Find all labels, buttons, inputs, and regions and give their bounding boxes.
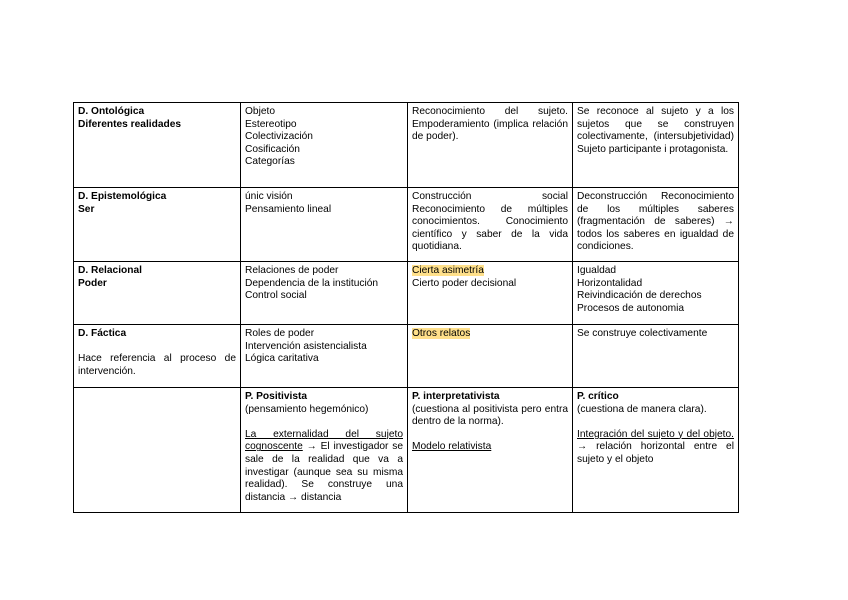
list-item: Objeto bbox=[245, 106, 276, 117]
paradigm-text: → El investigador se sale de la realidad que va a investigar (aunque sea su misma realidad). Se construye una distancia → distancia bbox=[245, 441, 403, 503]
cell-empty bbox=[74, 388, 241, 513]
cell-critico: Se construye colectivamente bbox=[573, 325, 739, 388]
highlighted-text: Cierta asimetría bbox=[412, 265, 484, 276]
list-item: Categorías bbox=[245, 156, 295, 168]
list-item: únic visión bbox=[245, 191, 293, 202]
cell-positivista bbox=[241, 262, 408, 325]
cell-positivista bbox=[241, 188, 408, 262]
underlined-text: Modelo relativista bbox=[412, 441, 492, 453]
list-item: Colectivización bbox=[245, 131, 313, 143]
list-item: Relaciones de poder bbox=[245, 265, 339, 276]
paradigm-title: P. crítico bbox=[577, 391, 619, 402]
list-item: Control social bbox=[245, 290, 307, 302]
cell-critico: Deconstrucción Reconocimiento de los múltiples saberes (fragmentación de saberes) → todos los saberes en igualdad de condiciones. bbox=[573, 188, 739, 262]
table-row-paradigms bbox=[74, 388, 739, 513]
dimension-title: D. Ontológica bbox=[78, 106, 145, 117]
paradigm-subtitle: (cuestiona de manera clara). bbox=[577, 403, 707, 415]
paradigm-subtitle: (pensamiento hegemónico) bbox=[245, 403, 369, 415]
table-row-relacional bbox=[74, 262, 739, 325]
cell-interpretativista: Construcción social Reconocimiento de múltiples conocimientos. Conocimiento científico y saber de la vida quotidiana. bbox=[408, 188, 573, 262]
list-item: Roles de poder bbox=[245, 328, 315, 339]
table-row-factica bbox=[74, 325, 739, 388]
list-item: Procesos de autonomia bbox=[577, 302, 685, 314]
dimension-title: D. Relacional bbox=[78, 265, 142, 276]
cell-interpretativista: Reconocimiento del sujeto. Empoderamiento (implica relación de poder). bbox=[408, 103, 573, 188]
list-item: Estereotipo bbox=[245, 118, 297, 130]
dimension-subtitle: Diferentes realidades bbox=[78, 118, 182, 130]
list-item: Horizontalidad bbox=[577, 277, 643, 289]
list-item: Cosificación bbox=[245, 143, 300, 155]
cell-paradigm-interpretativista bbox=[408, 388, 573, 513]
cell-positivista bbox=[241, 325, 408, 388]
cell-dimension bbox=[74, 325, 241, 388]
paradigm-description bbox=[577, 429, 734, 467]
cell-paradigm-critico bbox=[573, 388, 739, 513]
cell-critico: Se reconoce al sujeto y a los sujetos que se construyen colectivamente, (intersubjetividad) Sujeto participante i protagonista. bbox=[573, 103, 739, 188]
list-item: Pensamiento lineal bbox=[245, 203, 332, 215]
table-row-epistemologica bbox=[74, 188, 739, 262]
list-item: Lógica caritativa bbox=[245, 353, 319, 365]
cell-positivista bbox=[241, 103, 408, 188]
list-item: Dependencia de la institución bbox=[245, 277, 379, 289]
list-item: Reivindicación de derechos bbox=[577, 290, 702, 302]
cell-interpretativista bbox=[408, 262, 573, 325]
dimension-subtitle: Poder bbox=[78, 277, 107, 289]
paradigm-text: → relación horizontal entre el sujeto y el objeto bbox=[577, 441, 734, 465]
highlighted-text: Otros relatos bbox=[412, 328, 471, 339]
paradigm-description bbox=[245, 429, 403, 505]
dimension-title: D. Fáctica bbox=[78, 328, 127, 339]
table-row-ontologica bbox=[74, 103, 739, 188]
paradigm-subtitle: (cuestiona al positivista pero entra dentro de la norma). bbox=[412, 403, 568, 428]
cell-interpretativista bbox=[408, 325, 573, 388]
paradigm-dimensions-table bbox=[73, 102, 739, 513]
dimension-title: D. Epistemológica bbox=[78, 191, 167, 202]
list-item: Intervención asistencialista bbox=[245, 340, 367, 352]
list-item: Igualdad bbox=[577, 265, 617, 276]
cell-critico bbox=[573, 262, 739, 325]
dimension-description: Hace referencia al proceso de intervención. bbox=[78, 353, 236, 377]
cell-paradigm-positivista bbox=[241, 388, 408, 513]
paradigm-title: P. Positivista bbox=[245, 391, 308, 402]
dimension-subtitle: Ser bbox=[78, 203, 95, 215]
underlined-text: La externalidad del sujeto cognoscente bbox=[245, 428, 403, 453]
cell-dimension bbox=[74, 103, 241, 188]
list-item: Cierto poder decisional bbox=[412, 277, 517, 289]
underlined-text: Integración del sujeto y del objeto. bbox=[577, 428, 734, 440]
cell-dimension bbox=[74, 262, 241, 325]
paradigm-title: P. interpretativista bbox=[412, 391, 500, 402]
cell-dimension bbox=[74, 188, 241, 262]
